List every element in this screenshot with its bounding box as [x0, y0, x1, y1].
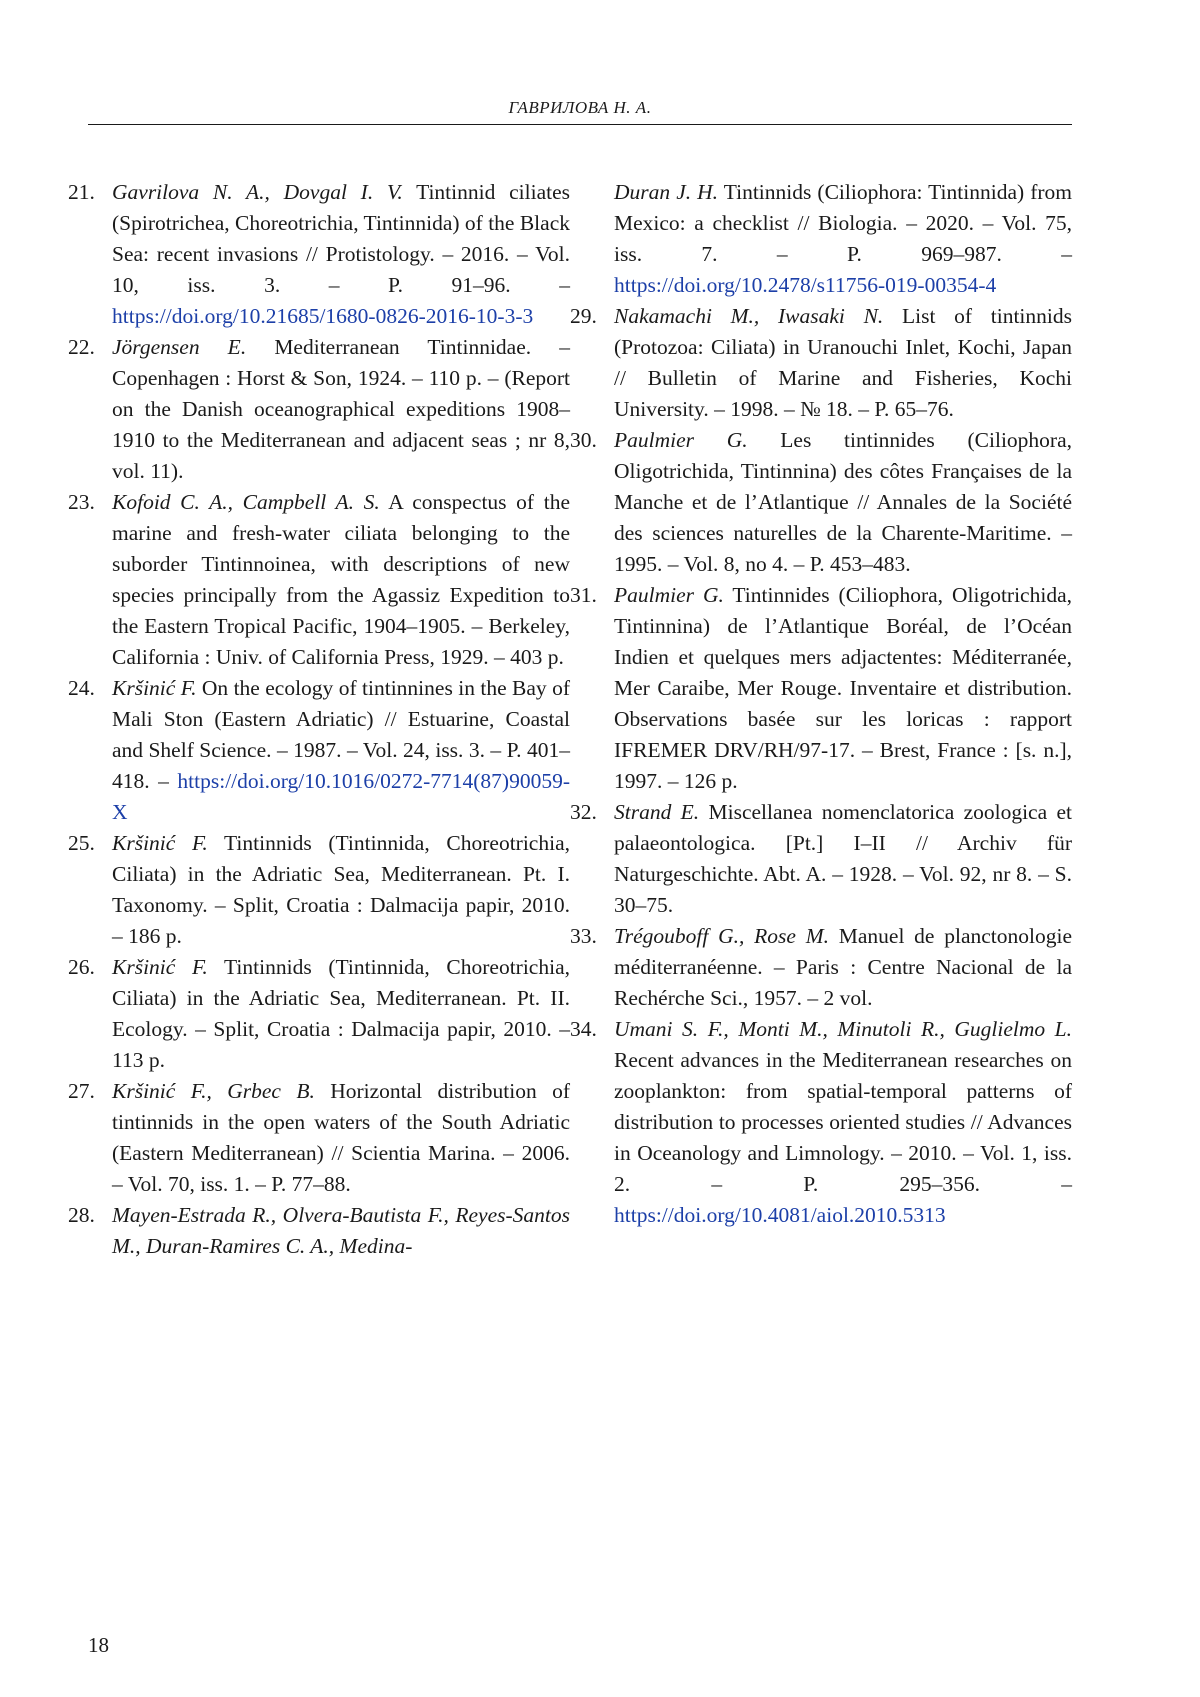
- reference-text: [614, 921, 1072, 1014]
- reference-details: List of tintinnids (Protozoa: Ciliata) in Uranouchi Inlet, Kochi, Japan // Bulletin of Marine and Fisheries, Kochi University. – 1998. – № 18. – P. 65–76.: [614, 304, 1072, 421]
- reference-details: Tintinnides (Ciliophora, Oligotrichida, Tintinnina) de l’Atlantique Boréal, de l’Océan Indien et quelques mers adjactentes: Méditerranée, Mer Caraibe, Mer Rouge. Inventaire et distribution. Observations basée sur les loricas : rapport IFREMER DRV/RH/97-17. – Brest, France : [s. n.], 1997. – 126 p.: [614, 583, 1072, 793]
- right-column: [570, 177, 1072, 1231]
- running-title: ГАВРИЛОВА Н. А.: [508, 98, 652, 117]
- reference-item: [570, 1014, 1072, 1231]
- reference-authors: Kršinić F., Grbec B.: [112, 1079, 315, 1103]
- doi-link[interactable]: https://doi.org/10.4081/aiol.2010.5313: [614, 1203, 946, 1227]
- reference-details: A conspectus of the marine and fresh-water ciliata belonging to the suborder Tintinnoinea, with descriptions of new species principally from the Agassiz Expedition to the Eastern Tropical Pacific, 1904–1905. – Berkeley, California : Univ. of California Press, 1929. – 403 p.: [112, 490, 570, 669]
- reference-authors: Strand E.: [614, 800, 700, 824]
- reference-authors: Umani S. F., Monti M., Minutoli R., Guglielmo L.: [614, 1017, 1072, 1041]
- reference-number: 33.: [570, 924, 597, 948]
- reference-authors: Mayen-Estrada R., Olvera-Bautista F., Reyes-Santos M., Duran-Ramires C. A., Medina-: [112, 1203, 570, 1258]
- reference-item: [68, 487, 570, 673]
- reference-details: Tintinnids (Tintinnida, Choreotrichia, Ciliata) in the Adriatic Sea, Mediterranean. Pt. II. Ecology. – Split, Croatia : Dalmacija papir, 2010. – 113 p.: [112, 955, 570, 1072]
- reference-text: [614, 580, 1072, 797]
- reference-item: [68, 673, 570, 828]
- reference-authors: Kršinić F.: [112, 676, 197, 700]
- left-column: [68, 177, 570, 1262]
- reference-authors: Paulmier G.: [614, 428, 748, 452]
- reference-authors: Paulmier G.: [614, 583, 724, 607]
- reference-number: 27.: [68, 1079, 95, 1103]
- reference-number: 22.: [68, 335, 95, 359]
- reference-item: [68, 952, 570, 1076]
- reference-item: [68, 332, 570, 487]
- reference-authors: Kršinić F.: [112, 955, 208, 979]
- reference-details: Horizontal distribution of tintinnids in the open waters of the South Adriatic (Eastern Mediterranean) // Scientia Marina. – 2006. – Vol. 70, iss. 1. – P. 77–88.: [112, 1079, 570, 1196]
- doi-link[interactable]: https://doi.org/10.2478/s11756-019-00354-4: [614, 273, 997, 297]
- reference-text: [112, 1200, 570, 1262]
- reference-number: 21.: [68, 180, 95, 204]
- reference-number: 34.: [570, 1017, 597, 1041]
- reference-number: 25.: [68, 831, 95, 855]
- reference-item: [570, 580, 1072, 797]
- doi-link[interactable]: https://doi.org/10.21685/1680-0826-2016-10-3-3: [112, 304, 534, 328]
- header-rule: [88, 124, 1072, 125]
- reference-text: [112, 952, 570, 1076]
- reference-details: Miscellanea nomenclatorica zoologica et palaeontologica. [Pt.] I–II // Archiv für Naturgeschichte. Abt. A. – 1928. – Vol. 92, nr 8. – S. 30–75.: [614, 800, 1072, 917]
- reference-text: [614, 797, 1072, 921]
- reference-authors: Kofoid C. A., Campbell A. S.: [112, 490, 380, 514]
- reference-text: [112, 177, 570, 332]
- reference-item: [68, 177, 570, 332]
- reference-details: Mediterranean Tintinnidae. – Copenhagen : Horst & Son, 1924. – 110 p. – (Report on the Danish oceanographical expeditions 1908–1910 to the Mediterranean and adjacent seas ; nr 8, vol. 11).: [112, 335, 570, 483]
- reference-text: [112, 1076, 570, 1200]
- reference-number: 31.: [570, 583, 597, 607]
- reference-item: [570, 797, 1072, 921]
- reference-number: 30.: [570, 428, 597, 452]
- reference-authors: Nakamachi M., Iwasaki N.: [614, 304, 884, 328]
- reference-details: On the ecology of tintinnines in the Bay of Mali Ston (Eastern Adriatic) // Estuarine, Coastal and Shelf Science. – 1987. – Vol. 24, iss. 3. – P. 401–418. –: [112, 676, 570, 793]
- reference-number: 23.: [68, 490, 95, 514]
- reference-number: 32.: [570, 800, 597, 824]
- reference-continuation: [614, 177, 1072, 301]
- reference-authors: Gavrilova N. A., Dovgal I. V.: [112, 180, 403, 204]
- reference-text: [112, 332, 570, 487]
- reference-item: [570, 425, 1072, 580]
- reference-authors: Jörgensen E.: [112, 335, 247, 359]
- reference-details: Tintinnids (Ciliophora: Tintinnida) from Mexico: a checklist // Biologia. – 2020. – Vol. 75, iss. 7. – P. 969–987. –: [614, 180, 1072, 266]
- reference-number: 26.: [68, 955, 95, 979]
- reference-authors: Kršinić F.: [112, 831, 208, 855]
- reference-item: [570, 301, 1072, 425]
- reference-item: [68, 1076, 570, 1200]
- reference-text: [112, 828, 570, 952]
- reference-details: Tintinnid ciliates (Spirotrichea, Choreotrichia, Tintinnida) of the Black Sea: recent invasions // Protistology. – 2016. – Vol. 10, iss. 3. – P. 91–96. –: [112, 180, 570, 297]
- reference-text: [614, 1014, 1072, 1231]
- reference-text: [614, 425, 1072, 580]
- reference-item: [68, 1200, 570, 1262]
- doi-link[interactable]: https://doi.org/10.1016/0272-7714(87)90059-X: [112, 769, 570, 824]
- reference-text: [112, 673, 570, 828]
- reference-authors: Trégouboff G., Rose M.: [614, 924, 829, 948]
- reference-number: 24.: [68, 676, 95, 700]
- reference-text: [112, 487, 570, 673]
- reference-item: [68, 828, 570, 952]
- reference-number: 29.: [570, 304, 597, 328]
- reference-details: Tintinnids (Tintinnida, Choreotrichia, Ciliata) in the Adriatic Sea, Mediterranean. Pt. I. Taxonomy. – Split, Croatia : Dalmacija papir, 2010. – 186 p.: [112, 831, 570, 948]
- reference-details: Les tintinnides (Ciliophora, Oligotrichida, Tintinnina) des côtes Françaises de la Manche et de l’Atlantique // Annales de la Société des sciences naturelles de la Charente-Maritime. – 1995. – Vol. 8, no 4. – P. 453–483.: [614, 428, 1072, 576]
- reference-details: Recent advances in the Mediterranean researches on zooplankton: from spatial-temporal patterns of distribution to processes oriented studies // Advances in Oceanology and Limnology. – 2010. – Vol. 1, iss. 2. – P. 295–356. –: [614, 1048, 1072, 1196]
- reference-number: 28.: [68, 1203, 95, 1227]
- page-number: 18: [88, 1633, 109, 1657]
- reference-authors: Duran J. H.: [614, 180, 719, 204]
- reference-details: Manuel de planctonologie méditerranéenne. – Paris : Centre Nacional de la Rechérche Sci., 1957. – 2 vol.: [614, 924, 1072, 1010]
- reference-item: [570, 921, 1072, 1014]
- reference-text: [614, 301, 1072, 425]
